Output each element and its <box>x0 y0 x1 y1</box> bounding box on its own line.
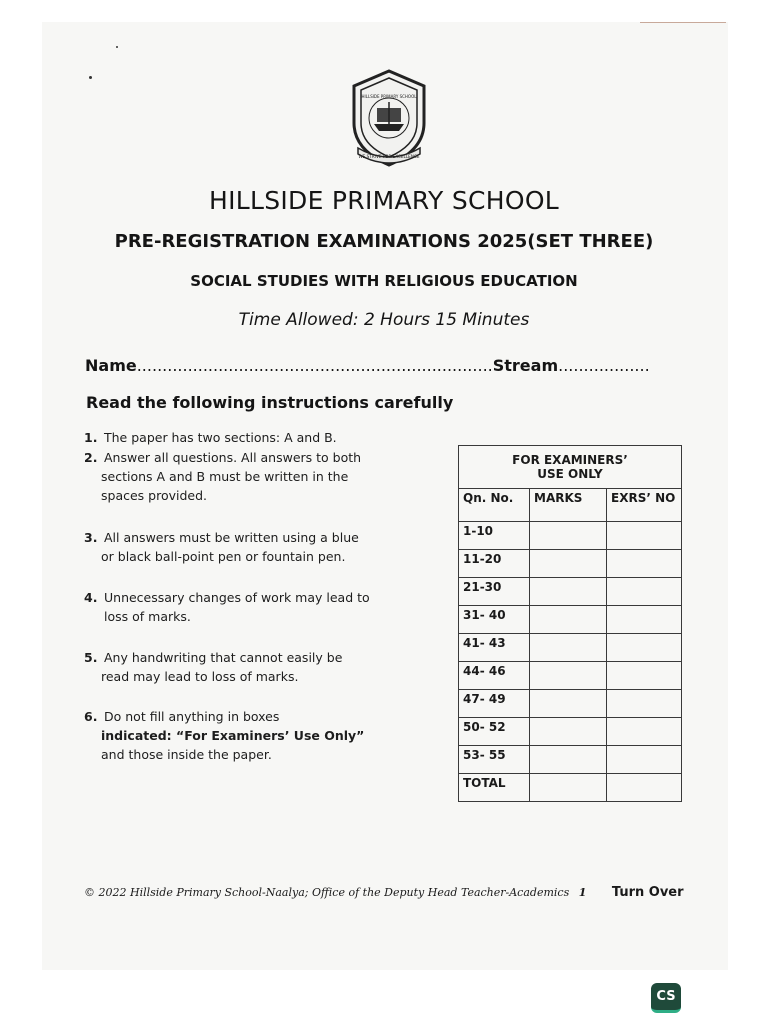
examiners-table-caption <box>459 446 682 489</box>
row-label: 11-20 <box>459 550 530 578</box>
page-number: 1 <box>578 886 587 899</box>
camscanner-badge-icon: CS <box>651 983 681 1013</box>
examiners-use-table <box>458 445 682 802</box>
marks-cell <box>530 578 607 606</box>
table-row <box>459 634 682 662</box>
exrs-cell <box>607 634 682 662</box>
row-label: 41- 43 <box>459 634 530 662</box>
turn-over-label: Turn Over <box>611 885 684 900</box>
marks-cell <box>530 662 607 690</box>
school-name: HILLSIDE PRIMARY SCHOOL <box>208 186 560 215</box>
caption-line: USE ONLY <box>537 467 603 481</box>
table-row <box>459 746 682 774</box>
col-header-exrs: EXRS’ NO <box>607 489 682 522</box>
instruction-number: 1. <box>84 430 98 445</box>
marks-cell <box>530 522 607 550</box>
scan-speck <box>89 76 92 79</box>
instruction-line: or black ball-point pen or fountain pen. <box>101 549 346 564</box>
page-footer <box>84 885 684 900</box>
instruction-item <box>84 428 384 447</box>
crest-motto: WE STRIVE FOR EXCELLENCE <box>358 154 420 159</box>
row-label: 50- 52 <box>459 718 530 746</box>
row-label: 47- 49 <box>459 690 530 718</box>
name-label: Name <box>85 356 137 375</box>
marks-cell <box>530 746 607 774</box>
table-row <box>459 662 682 690</box>
instruction-number: 4. <box>84 590 98 605</box>
instruction-line: spaces provided. <box>101 488 208 503</box>
marks-cell <box>530 606 607 634</box>
name-stream-line <box>85 356 675 375</box>
instruction-number: 3. <box>84 530 98 545</box>
table-row <box>459 550 682 578</box>
instruction-line: Answer all questions. All answers to both <box>104 450 362 465</box>
exrs-cell <box>607 578 682 606</box>
row-label: 53- 55 <box>459 746 530 774</box>
exrs-cell <box>607 690 682 718</box>
exrs-cell <box>607 746 682 774</box>
exrs-cell <box>607 718 682 746</box>
scan-speck <box>116 46 118 48</box>
row-label: 31- 40 <box>459 606 530 634</box>
instruction-line: Any handwriting that cannot easily be <box>104 650 343 665</box>
name-field[interactable]: ...................................................................... <box>136 356 493 375</box>
instruction-line: All answers must be written using a blue <box>104 530 359 545</box>
time-allowed: Time Allowed: 2 Hours 15 Minutes <box>238 310 530 330</box>
instruction-number: 6. <box>84 709 98 724</box>
instruction-line: indicated: “For Examiners’ Use Only” <box>101 728 365 743</box>
exam-title: PRE-REGISTRATION EXAMINATIONS 2025(SET THREE) <box>114 231 654 252</box>
table-row <box>459 522 682 550</box>
school-crest-logo <box>344 68 434 168</box>
instruction-item <box>84 588 384 626</box>
subject-title: SOCIAL STUDIES WITH RELIGIOUS EDUCATION <box>190 272 578 290</box>
marks-cell <box>530 690 607 718</box>
col-header-qn: Qn. No. <box>459 489 530 522</box>
instruction-number: 2. <box>84 450 98 465</box>
instruction-line: Do not fill anything in boxes <box>104 709 280 724</box>
instruction-line: loss of marks. <box>104 609 191 624</box>
instruction-item <box>84 528 384 566</box>
footer-copyright: © 2022 Hillside Primary School-Naalya; Office of the Deputy Head Teacher-Academics <box>84 886 570 899</box>
instruction-line: Unnecessary changes of work may lead to <box>104 590 370 605</box>
exrs-cell <box>607 774 682 802</box>
marks-cell <box>530 774 607 802</box>
stream-field[interactable]: .................. <box>558 356 650 375</box>
instruction-line: sections A and B must be written in the <box>101 469 349 484</box>
row-label: 1-10 <box>459 522 530 550</box>
table-row <box>459 606 682 634</box>
row-label: TOTAL <box>459 774 530 802</box>
table-row <box>459 578 682 606</box>
exrs-cell <box>607 550 682 578</box>
exrs-cell <box>607 606 682 634</box>
instruction-line: read may lead to loss of marks. <box>101 669 299 684</box>
instruction-item <box>84 648 384 686</box>
exrs-cell <box>607 662 682 690</box>
row-label: 44- 46 <box>459 662 530 690</box>
marks-cell <box>530 634 607 662</box>
top-rule <box>640 22 726 23</box>
crest-school-name: HILLSIDE PRIMARY SCHOOL <box>361 94 417 99</box>
table-row <box>459 690 682 718</box>
table-row <box>459 718 682 746</box>
row-label: 21-30 <box>459 578 530 606</box>
instruction-line: and those inside the paper. <box>101 747 272 762</box>
stream-label: Stream <box>492 356 559 375</box>
instruction-item <box>84 448 384 505</box>
marks-cell <box>530 550 607 578</box>
col-header-marks: MARKS <box>530 489 607 522</box>
instructions-heading: Read the following instructions carefully <box>86 393 454 412</box>
caption-line: FOR EXAMINERS’ <box>512 453 628 467</box>
marks-cell <box>530 718 607 746</box>
table-row <box>459 774 682 802</box>
instruction-line: The paper has two sections: A and B. <box>104 430 337 445</box>
exrs-cell <box>607 522 682 550</box>
instruction-item <box>84 707 384 764</box>
instruction-number: 5. <box>84 650 98 665</box>
